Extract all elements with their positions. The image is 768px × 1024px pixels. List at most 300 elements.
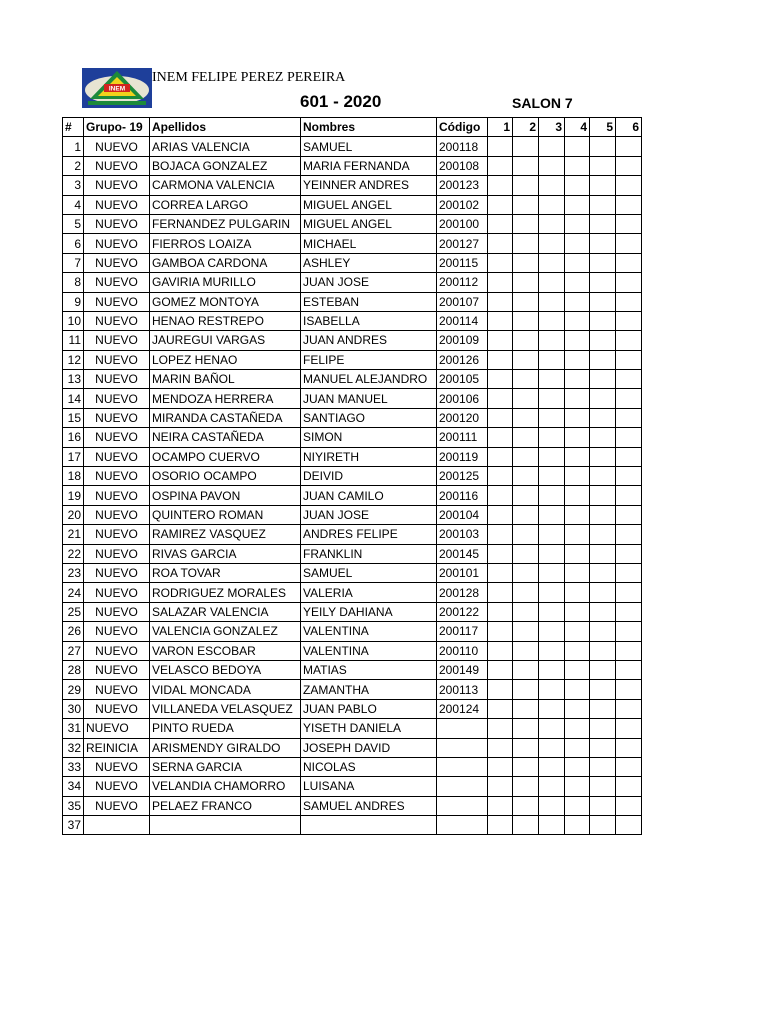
grade-cell-2 xyxy=(513,137,539,156)
row-nombres: YISETH DANIELA xyxy=(301,719,437,738)
grade-cell-1 xyxy=(488,699,513,718)
grade-cell-1 xyxy=(488,273,513,292)
school-logo xyxy=(82,68,152,108)
row-apellidos: SERNA GARCIA xyxy=(150,757,301,776)
grade-cell-3 xyxy=(539,156,565,175)
grade-cell-5 xyxy=(590,428,616,447)
grade-cell-3 xyxy=(539,641,565,660)
grade-cell-1 xyxy=(488,292,513,311)
row-grupo: NUEVO xyxy=(84,214,150,233)
row-number: 28 xyxy=(63,660,84,679)
grade-cell-1 xyxy=(488,253,513,272)
row-apellidos: RODRIGUEZ MORALES xyxy=(150,583,301,602)
row-number: 29 xyxy=(63,680,84,699)
row-nombres: SAMUEL xyxy=(301,137,437,156)
row-grupo: NUEVO xyxy=(84,253,150,272)
grade-cell-2 xyxy=(513,331,539,350)
table-row xyxy=(63,738,642,757)
row-nombres: ASHLEY xyxy=(301,253,437,272)
row-codigo: 200115 xyxy=(437,253,488,272)
row-codigo: 200122 xyxy=(437,602,488,621)
table-row xyxy=(63,176,642,195)
grade-cell-5 xyxy=(590,699,616,718)
row-nombres: VALERIA xyxy=(301,583,437,602)
grade-cell-5 xyxy=(590,738,616,757)
grade-cell-4 xyxy=(565,311,590,330)
grade-cell-1 xyxy=(488,719,513,738)
row-codigo: 200120 xyxy=(437,408,488,427)
grade-cell-5 xyxy=(590,583,616,602)
grade-cell-2 xyxy=(513,680,539,699)
grade-cell-5 xyxy=(590,544,616,563)
grade-cell-6 xyxy=(616,350,642,369)
grade-cell-2 xyxy=(513,195,539,214)
grade-cell-2 xyxy=(513,234,539,253)
row-codigo: 200128 xyxy=(437,583,488,602)
row-apellidos: MARIN BAÑOL xyxy=(150,370,301,389)
row-codigo: 200118 xyxy=(437,137,488,156)
grade-cell-1 xyxy=(488,428,513,447)
grade-cell-4 xyxy=(565,234,590,253)
grade-cell-6 xyxy=(616,234,642,253)
row-apellidos: MENDOZA HERRERA xyxy=(150,389,301,408)
grade-cell-6 xyxy=(616,641,642,660)
grade-cell-2 xyxy=(513,738,539,757)
grade-cell-6 xyxy=(616,816,642,835)
row-nombres: ISABELLA xyxy=(301,311,437,330)
row-nombres: ANDRES FELIPE xyxy=(301,525,437,544)
logo-text: INEM xyxy=(108,85,126,93)
grade-cell-3 xyxy=(539,777,565,796)
grade-cell-2 xyxy=(513,486,539,505)
row-grupo: NUEVO xyxy=(84,428,150,447)
row-codigo: 200105 xyxy=(437,370,488,389)
row-apellidos: LOPEZ HENAO xyxy=(150,350,301,369)
row-codigo: 200103 xyxy=(437,525,488,544)
row-codigo: 200123 xyxy=(437,176,488,195)
grade-cell-3 xyxy=(539,234,565,253)
row-number: 31 xyxy=(63,719,84,738)
table-row xyxy=(63,467,642,486)
grade-cell-4 xyxy=(565,273,590,292)
row-grupo: NUEVO xyxy=(84,408,150,427)
grade-cell-2 xyxy=(513,563,539,582)
grade-cell-2 xyxy=(513,273,539,292)
row-apellidos: GOMEZ MONTOYA xyxy=(150,292,301,311)
grade-cell-5 xyxy=(590,253,616,272)
row-apellidos: PELAEZ FRANCO xyxy=(150,796,301,815)
table-row xyxy=(63,563,642,582)
row-grupo: NUEVO xyxy=(84,486,150,505)
grade-cell-5 xyxy=(590,486,616,505)
grade-cell-4 xyxy=(565,467,590,486)
row-apellidos: VILLANEDA VELASQUEZ xyxy=(150,699,301,718)
grade-cell-4 xyxy=(565,777,590,796)
row-grupo: NUEVO xyxy=(84,156,150,175)
col-header-nombres: Nombres xyxy=(301,118,437,137)
row-nombres: VALENTINA xyxy=(301,641,437,660)
grade-cell-2 xyxy=(513,408,539,427)
row-codigo: 200110 xyxy=(437,641,488,660)
grade-cell-2 xyxy=(513,602,539,621)
grade-cell-3 xyxy=(539,195,565,214)
row-nombres: VALENTINA xyxy=(301,622,437,641)
col-header-grupo: Grupo- 19 xyxy=(84,118,150,137)
grade-cell-2 xyxy=(513,583,539,602)
grade-cell-6 xyxy=(616,467,642,486)
row-grupo: NUEVO xyxy=(84,273,150,292)
grade-cell-2 xyxy=(513,777,539,796)
grade-cell-3 xyxy=(539,719,565,738)
grade-cell-6 xyxy=(616,738,642,757)
row-number: 1 xyxy=(63,137,84,156)
grade-cell-3 xyxy=(539,428,565,447)
grade-cell-1 xyxy=(488,137,513,156)
row-number: 9 xyxy=(63,292,84,311)
row-nombres: NICOLAS xyxy=(301,757,437,776)
grade-cell-6 xyxy=(616,525,642,544)
grade-cell-2 xyxy=(513,467,539,486)
grade-cell-3 xyxy=(539,137,565,156)
grade-cell-3 xyxy=(539,331,565,350)
table-row xyxy=(63,680,642,699)
grade-cell-4 xyxy=(565,447,590,466)
grade-cell-5 xyxy=(590,757,616,776)
grade-cell-3 xyxy=(539,505,565,524)
row-number: 4 xyxy=(63,195,84,214)
grade-cell-3 xyxy=(539,292,565,311)
table-row xyxy=(63,370,642,389)
row-number: 21 xyxy=(63,525,84,544)
grade-cell-1 xyxy=(488,505,513,524)
table-row xyxy=(63,292,642,311)
grade-cell-3 xyxy=(539,311,565,330)
grade-cell-4 xyxy=(565,408,590,427)
grade-cell-4 xyxy=(565,195,590,214)
grade-cell-3 xyxy=(539,350,565,369)
grade-cell-6 xyxy=(616,214,642,233)
grade-cell-1 xyxy=(488,467,513,486)
row-grupo: NUEVO xyxy=(84,680,150,699)
grade-cell-1 xyxy=(488,350,513,369)
row-codigo: 200111 xyxy=(437,428,488,447)
grade-cell-1 xyxy=(488,486,513,505)
row-number: 22 xyxy=(63,544,84,563)
row-grupo xyxy=(84,816,150,835)
row-codigo: 200145 xyxy=(437,544,488,563)
grade-cell-4 xyxy=(565,176,590,195)
row-apellidos: CARMONA VALENCIA xyxy=(150,176,301,195)
row-nombres: JUAN PABLO xyxy=(301,699,437,718)
row-grupo: NUEVO xyxy=(84,777,150,796)
grade-cell-3 xyxy=(539,370,565,389)
grade-cell-1 xyxy=(488,563,513,582)
grade-cell-4 xyxy=(565,428,590,447)
row-number: 6 xyxy=(63,234,84,253)
row-codigo: 200100 xyxy=(437,214,488,233)
grade-cell-4 xyxy=(565,757,590,776)
row-codigo: 200113 xyxy=(437,680,488,699)
grade-cell-5 xyxy=(590,389,616,408)
grade-cell-2 xyxy=(513,447,539,466)
grade-cell-4 xyxy=(565,389,590,408)
row-number: 11 xyxy=(63,331,84,350)
grade-cell-1 xyxy=(488,389,513,408)
table-row xyxy=(63,757,642,776)
grade-cell-2 xyxy=(513,525,539,544)
col-header-apellidos: Apellidos xyxy=(150,118,301,137)
row-number: 25 xyxy=(63,602,84,621)
row-codigo: 200112 xyxy=(437,273,488,292)
col-header-6: 6 xyxy=(616,118,642,137)
grade-cell-2 xyxy=(513,214,539,233)
grade-cell-2 xyxy=(513,292,539,311)
grade-cell-3 xyxy=(539,816,565,835)
grade-cell-5 xyxy=(590,156,616,175)
row-nombres: SAMUEL ANDRES xyxy=(301,796,437,815)
row-codigo xyxy=(437,796,488,815)
grade-cell-2 xyxy=(513,719,539,738)
grade-cell-4 xyxy=(565,719,590,738)
grade-cell-4 xyxy=(565,641,590,660)
grade-cell-5 xyxy=(590,370,616,389)
col-header-3: 3 xyxy=(539,118,565,137)
row-nombres: NIYIRETH xyxy=(301,447,437,466)
row-codigo: 200125 xyxy=(437,467,488,486)
col-header-1: 1 xyxy=(488,118,513,137)
row-grupo: NUEVO xyxy=(84,583,150,602)
grade-cell-2 xyxy=(513,816,539,835)
grade-cell-6 xyxy=(616,253,642,272)
table-row xyxy=(63,641,642,660)
row-apellidos: VIDAL MONCADA xyxy=(150,680,301,699)
table-row xyxy=(63,195,642,214)
grade-cell-3 xyxy=(539,447,565,466)
row-apellidos: FERNANDEZ PULGARIN xyxy=(150,214,301,233)
row-nombres xyxy=(301,816,437,835)
table-row xyxy=(63,486,642,505)
grade-cell-6 xyxy=(616,176,642,195)
table-row xyxy=(63,602,642,621)
grade-cell-1 xyxy=(488,447,513,466)
grade-cell-4 xyxy=(565,602,590,621)
row-codigo: 200149 xyxy=(437,660,488,679)
grade-cell-1 xyxy=(488,816,513,835)
grade-cell-3 xyxy=(539,486,565,505)
grade-cell-5 xyxy=(590,234,616,253)
grade-cell-6 xyxy=(616,428,642,447)
col-header-codigo: Código xyxy=(437,118,488,137)
row-number: 24 xyxy=(63,583,84,602)
row-codigo: 200114 xyxy=(437,311,488,330)
grade-cell-6 xyxy=(616,563,642,582)
grade-cell-6 xyxy=(616,273,642,292)
row-grupo: NUEVO xyxy=(84,796,150,815)
grade-cell-2 xyxy=(513,757,539,776)
row-number: 13 xyxy=(63,370,84,389)
table-row xyxy=(63,253,642,272)
row-apellidos: VALENCIA GONZALEZ xyxy=(150,622,301,641)
grade-cell-6 xyxy=(616,505,642,524)
grade-cell-4 xyxy=(565,525,590,544)
grade-cell-5 xyxy=(590,602,616,621)
col-header-4: 4 xyxy=(565,118,590,137)
grade-cell-2 xyxy=(513,156,539,175)
grade-cell-5 xyxy=(590,273,616,292)
grade-cell-4 xyxy=(565,137,590,156)
grade-cell-3 xyxy=(539,176,565,195)
grade-cell-5 xyxy=(590,622,616,641)
row-grupo: NUEVO xyxy=(84,757,150,776)
row-nombres: ZAMANTHA xyxy=(301,680,437,699)
col-header-5: 5 xyxy=(590,118,616,137)
grade-cell-1 xyxy=(488,544,513,563)
grade-cell-5 xyxy=(590,777,616,796)
row-nombres: JUAN MANUEL xyxy=(301,389,437,408)
row-grupo: NUEVO xyxy=(84,370,150,389)
grade-cell-4 xyxy=(565,796,590,815)
row-nombres: JUAN JOSE xyxy=(301,273,437,292)
grade-cell-3 xyxy=(539,273,565,292)
grade-cell-6 xyxy=(616,292,642,311)
grade-cell-4 xyxy=(565,622,590,641)
grade-cell-2 xyxy=(513,544,539,563)
table-row xyxy=(63,389,642,408)
table-row xyxy=(63,622,642,641)
row-nombres: JUAN CAMILO xyxy=(301,486,437,505)
grade-cell-4 xyxy=(565,816,590,835)
row-codigo xyxy=(437,738,488,757)
grade-cell-5 xyxy=(590,137,616,156)
grade-cell-3 xyxy=(539,467,565,486)
row-codigo: 200119 xyxy=(437,447,488,466)
grade-cell-2 xyxy=(513,622,539,641)
grade-cell-3 xyxy=(539,563,565,582)
grade-cell-6 xyxy=(616,680,642,699)
grade-cell-2 xyxy=(513,311,539,330)
grade-cell-4 xyxy=(565,680,590,699)
table-row xyxy=(63,525,642,544)
grade-cell-5 xyxy=(590,311,616,330)
grade-cell-1 xyxy=(488,331,513,350)
grade-cell-1 xyxy=(488,370,513,389)
grade-cell-5 xyxy=(590,680,616,699)
grade-cell-3 xyxy=(539,699,565,718)
row-apellidos: GAVIRIA MURILLO xyxy=(150,273,301,292)
row-apellidos: GAMBOA CARDONA xyxy=(150,253,301,272)
row-grupo: NUEVO xyxy=(84,719,150,738)
grade-cell-3 xyxy=(539,602,565,621)
row-codigo: 200117 xyxy=(437,622,488,641)
row-grupo: NUEVO xyxy=(84,311,150,330)
row-grupo: REINICIA xyxy=(84,738,150,757)
row-nombres: YEINNER ANDRES xyxy=(301,176,437,195)
grade-cell-6 xyxy=(616,719,642,738)
grade-cell-5 xyxy=(590,796,616,815)
table-row xyxy=(63,719,642,738)
grade-cell-6 xyxy=(616,311,642,330)
row-number: 35 xyxy=(63,796,84,815)
grade-cell-4 xyxy=(565,292,590,311)
row-grupo: NUEVO xyxy=(84,292,150,311)
grade-cell-5 xyxy=(590,214,616,233)
row-number: 2 xyxy=(63,156,84,175)
grade-cell-5 xyxy=(590,660,616,679)
grade-cell-5 xyxy=(590,816,616,835)
row-grupo: NUEVO xyxy=(84,467,150,486)
row-grupo: NUEVO xyxy=(84,234,150,253)
row-grupo: NUEVO xyxy=(84,350,150,369)
table-row xyxy=(63,234,642,253)
row-codigo: 200108 xyxy=(437,156,488,175)
row-nombres: MANUEL ALEJANDRO xyxy=(301,370,437,389)
grade-cell-1 xyxy=(488,214,513,233)
row-grupo: NUEVO xyxy=(84,699,150,718)
row-apellidos: HENAO RESTREPO xyxy=(150,311,301,330)
table-row xyxy=(63,350,642,369)
row-number: 37 xyxy=(63,816,84,835)
grade-cell-4 xyxy=(565,370,590,389)
grade-cell-6 xyxy=(616,137,642,156)
grade-cell-5 xyxy=(590,292,616,311)
grade-cell-4 xyxy=(565,331,590,350)
grade-cell-5 xyxy=(590,447,616,466)
table-row xyxy=(63,156,642,175)
grade-cell-6 xyxy=(616,331,642,350)
grade-cell-5 xyxy=(590,195,616,214)
grade-cell-6 xyxy=(616,660,642,679)
row-number: 33 xyxy=(63,757,84,776)
row-nombres: FELIPE xyxy=(301,350,437,369)
row-grupo: NUEVO xyxy=(84,389,150,408)
grade-cell-6 xyxy=(616,796,642,815)
table-row xyxy=(63,660,642,679)
grade-cell-1 xyxy=(488,525,513,544)
header-row xyxy=(63,118,642,137)
row-nombres: JUAN JOSE xyxy=(301,505,437,524)
grade-cell-3 xyxy=(539,583,565,602)
grade-cell-5 xyxy=(590,641,616,660)
col-header-2: 2 xyxy=(513,118,539,137)
row-nombres: MICHAEL xyxy=(301,234,437,253)
row-number: 3 xyxy=(63,176,84,195)
grade-cell-5 xyxy=(590,505,616,524)
grade-cell-2 xyxy=(513,176,539,195)
row-nombres: FRANKLIN xyxy=(301,544,437,563)
table-row xyxy=(63,331,642,350)
grade-cell-1 xyxy=(488,176,513,195)
row-nombres: LUISANA xyxy=(301,777,437,796)
grade-cell-6 xyxy=(616,544,642,563)
grade-cell-3 xyxy=(539,389,565,408)
school-name: INEM FELIPE PEREZ PEREIRA xyxy=(152,70,346,85)
grade-cell-4 xyxy=(565,214,590,233)
row-grupo: NUEVO xyxy=(84,525,150,544)
row-number: 30 xyxy=(63,699,84,718)
row-nombres: DEIVID xyxy=(301,467,437,486)
row-nombres: MATIAS xyxy=(301,660,437,679)
grade-cell-6 xyxy=(616,389,642,408)
grade-cell-1 xyxy=(488,660,513,679)
row-apellidos: VELANDIA CHAMORRO xyxy=(150,777,301,796)
table-row xyxy=(63,428,642,447)
grade-cell-1 xyxy=(488,757,513,776)
row-number: 18 xyxy=(63,467,84,486)
row-nombres: YEILY DAHIANA xyxy=(301,602,437,621)
row-nombres: MARIA FERNANDA xyxy=(301,156,437,175)
grade-cell-6 xyxy=(616,602,642,621)
row-apellidos: SALAZAR VALENCIA xyxy=(150,602,301,621)
